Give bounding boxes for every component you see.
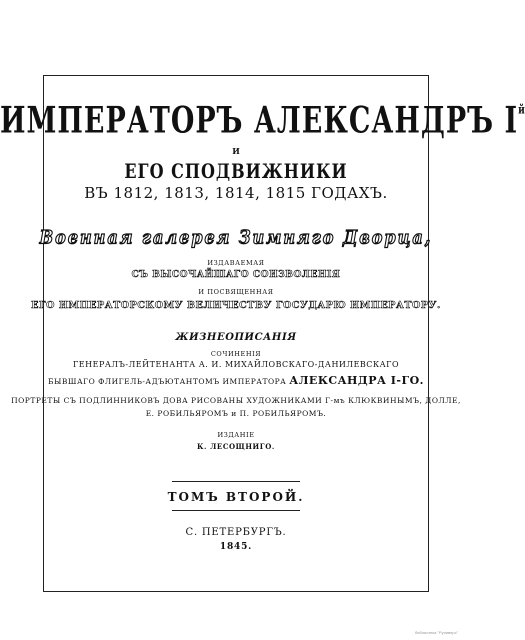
gallery-title: Военная галерея Зимняго Дворца, — [39, 226, 433, 248]
volume-rule-bottom — [172, 510, 300, 511]
years-line: ВЪ 1812, 1813, 1814, 1815 ГОДАХЪ. — [84, 184, 388, 202]
author-line-2: БЫВШАГО ФЛИГЕЛЬ-АДЪЮТАНТОМЪ ИМПЕРАТОРА АЛЕКСАНДРА I-ГО. — [47, 374, 424, 387]
volume-rule-top — [172, 481, 300, 482]
volume-label: ТОМЪ ВТОРОЙ. — [167, 490, 305, 504]
dedicated-label: И ПОСВЯЩЕННАЯ — [198, 288, 274, 296]
conjunction: И — [232, 146, 240, 156]
library-watermark: библиотека "Руниверс" — [414, 630, 458, 635]
subtitle: ЕГО СПОДВИЖНИКИ — [124, 160, 348, 183]
author-line-1: ГЕНЕРАЛЪ-ЛЕЙТЕНАНТА А. И. МИХАЙЛОВСКАГО-ДАНИЛЕВСКАГО — [72, 360, 400, 369]
author-emperor-name: АЛЕКСАНДРА I-ГО. — [289, 374, 424, 387]
main-title-superscript: й — [518, 104, 525, 118]
publisher-line: К. ЛЕСОЩНИГО. — [197, 442, 275, 451]
year-line: 1845. — [219, 542, 253, 552]
published-label: ИЗДАВАЕМАЯ — [207, 259, 265, 267]
biographies-heading: ЖИЗНЕОПИСАНІЯ — [175, 332, 297, 343]
composed-label: СОЧИНЕНІЯ — [210, 350, 262, 358]
dedicatee-line: ЕГО ИМПЕРАТОРСКОМУ ВЕЛИЧЕСТВУ ГОСУДАРЮ ИМПЕРАТОРУ. — [31, 300, 441, 311]
edition-label: ИЗДАНІЕ — [217, 431, 255, 439]
portraits-line-1: ПОРТРЕТЫ СЪ ПОДЛИННИКОВЪ ДОВА РИСОВАНЫ ХУДОЖНИКАМИ Г-мъ КЛЮКВИНЫМЪ, ДОЛЛЕ, — [11, 396, 461, 405]
portraits-line-2: Е. РОБИЛЬЯРОМЪ и П. РОБИЛЬЯРОМЪ. — [145, 409, 327, 418]
city-line: С. ПЕТЕРБУРГЪ. — [185, 527, 287, 538]
main-title: ИМПЕРАТОРЪ АЛЕКСАНДРЪ $I^й$ — [0, 100, 525, 142]
approval-line: СЪ ВЫСОЧАЙШАГО СОИЗВОЛЕНІЯ — [131, 270, 341, 280]
